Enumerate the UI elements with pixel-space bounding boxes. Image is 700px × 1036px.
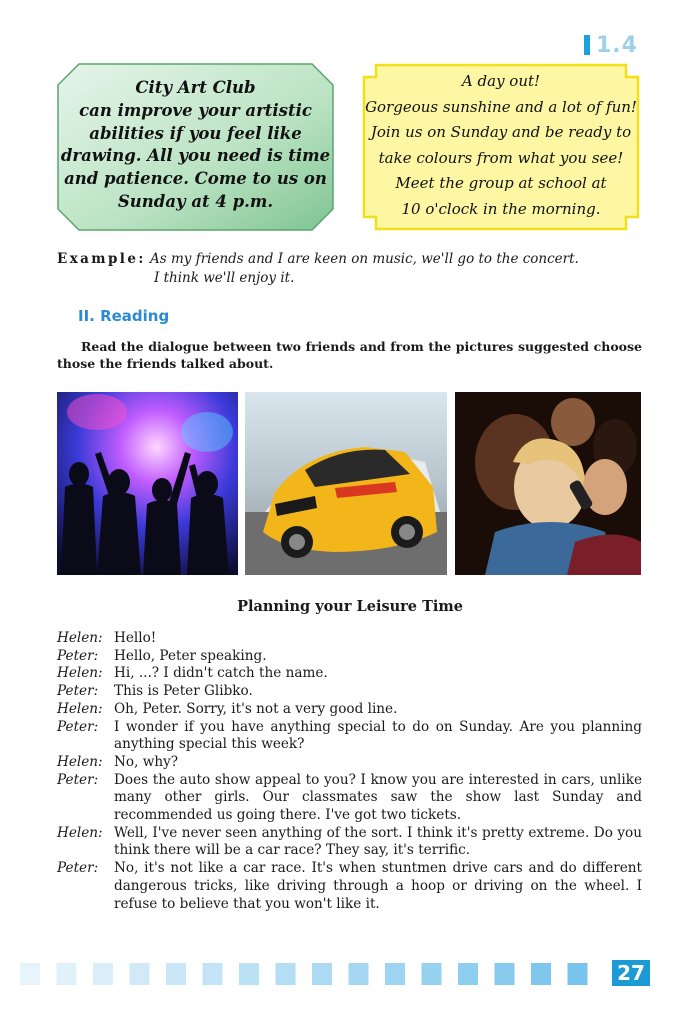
dialogue-line xyxy=(57,630,642,648)
footer-square xyxy=(349,963,369,985)
dialogue-line xyxy=(57,665,642,683)
notice-line: A day out! xyxy=(461,72,541,90)
footer-square xyxy=(239,963,259,985)
speaker-name: Helen: xyxy=(57,630,103,646)
utterance: Hello! xyxy=(114,630,157,646)
unit-marker-bar xyxy=(584,35,590,55)
footer-square xyxy=(312,963,332,985)
dialogue-line xyxy=(57,648,642,666)
dialogue-line xyxy=(57,772,642,825)
unit-number: 1.4 xyxy=(596,32,638,58)
speaker-name: Peter: xyxy=(57,647,99,664)
example-label: Example: xyxy=(57,251,146,267)
footer-square xyxy=(458,963,478,985)
auto-show-car-photo xyxy=(245,392,447,575)
dialogue-line xyxy=(57,754,642,772)
utterance: I wonder if you have anything special to do on Sunday. Are you planning anything special this week? xyxy=(114,718,642,753)
notice-line: take colours from what you see! xyxy=(378,148,624,167)
day-out-notice-text xyxy=(362,69,640,223)
disco-dancers-photo xyxy=(57,392,238,575)
notice-line: and patience. Come to us on xyxy=(64,169,327,189)
example-line-1: As my friends and I are keen on music, we'll go to the concert. xyxy=(150,251,579,267)
art-club-notice-text xyxy=(57,77,334,214)
unit-marker xyxy=(584,34,638,56)
dialogue-title: Planning your Leisure Time xyxy=(237,598,463,615)
footer-square xyxy=(130,963,150,985)
dialogue-line xyxy=(57,683,642,701)
footer-square xyxy=(531,963,551,985)
utterance: No, why? xyxy=(114,753,179,770)
footer-square xyxy=(166,963,186,985)
speaker-name: Peter: xyxy=(57,860,99,877)
reading-instruction: Read the dialogue between two friends and from the pictures suggested choose those the friends talked about. xyxy=(57,339,642,371)
utterance: Well, I've never seen anything of the sort. I think it's pretty extreme. Do you think there will be a car race? They say, it's terrific. xyxy=(114,824,642,859)
dialogue-line xyxy=(57,860,642,913)
section-title-reading: II. Reading xyxy=(78,307,170,325)
example-block xyxy=(57,250,647,288)
footer-square xyxy=(276,963,296,985)
footer-strip xyxy=(0,962,700,986)
utterance: No, it's not like a car race. It's when stuntmen drive cars and do different dangerous tricks, like driving through a hoop or driving on the wheel. I refuse to believe that you won't like it. xyxy=(114,860,642,912)
notice-line: Gorgeous sunshine and a lot of fun! xyxy=(365,97,637,116)
notice-line: Join us on Sunday and be ready to xyxy=(370,123,632,142)
dialogue-line xyxy=(57,825,642,860)
notice-line: Meet the group at school at xyxy=(395,174,607,193)
karaoke-friends-photo xyxy=(455,392,641,575)
speaker-name: Helen: xyxy=(57,700,103,717)
example-line-2: I think we'll enjoy it. xyxy=(154,270,295,286)
dialogue-line xyxy=(57,701,642,719)
speaker-name: Helen: xyxy=(57,824,103,841)
footer-square xyxy=(385,963,405,985)
footer-square xyxy=(57,963,77,985)
speaker-name: Peter: xyxy=(57,771,99,788)
notice-line: Sunday at 4 p.m. xyxy=(117,191,274,211)
notice-line: drawing. All you need is time xyxy=(60,146,331,166)
notice-line: 10 o'clock in the morning. xyxy=(401,199,601,218)
utterance: Oh, Peter. Sorry, it's not a very good line. xyxy=(114,700,398,717)
footer-square xyxy=(20,963,40,985)
speaker-name: Helen: xyxy=(57,753,103,770)
page-number: 27 xyxy=(612,960,650,986)
utterance: Hi, ...? I didn't catch the name. xyxy=(114,665,328,682)
notice-line: City Art Club xyxy=(135,78,256,97)
dialogue-line xyxy=(57,719,642,754)
footer-square xyxy=(495,963,515,985)
dialogue xyxy=(57,630,642,913)
speaker-name: Peter: xyxy=(57,683,99,700)
footer-square xyxy=(93,963,113,985)
speaker-name: Peter: xyxy=(57,718,99,735)
notice-line: abilities if you feel like xyxy=(89,123,302,143)
notice-line: can improve your artistic xyxy=(79,100,312,120)
footer-square xyxy=(422,963,442,985)
utterance: Hello, Peter speaking. xyxy=(114,647,267,664)
footer-square xyxy=(203,963,223,985)
utterance: This is Peter Glibko. xyxy=(114,683,253,700)
art-club-notice xyxy=(57,63,334,231)
footer-square xyxy=(568,963,588,985)
day-out-notice xyxy=(362,63,640,231)
utterance: Does the auto show appeal to you? I know you are interested in cars, unlike many other girls. Our classmates saw the show last Sunday and recommended us going there. I've got two tickets. xyxy=(114,771,642,824)
speaker-name: Helen: xyxy=(57,665,103,682)
